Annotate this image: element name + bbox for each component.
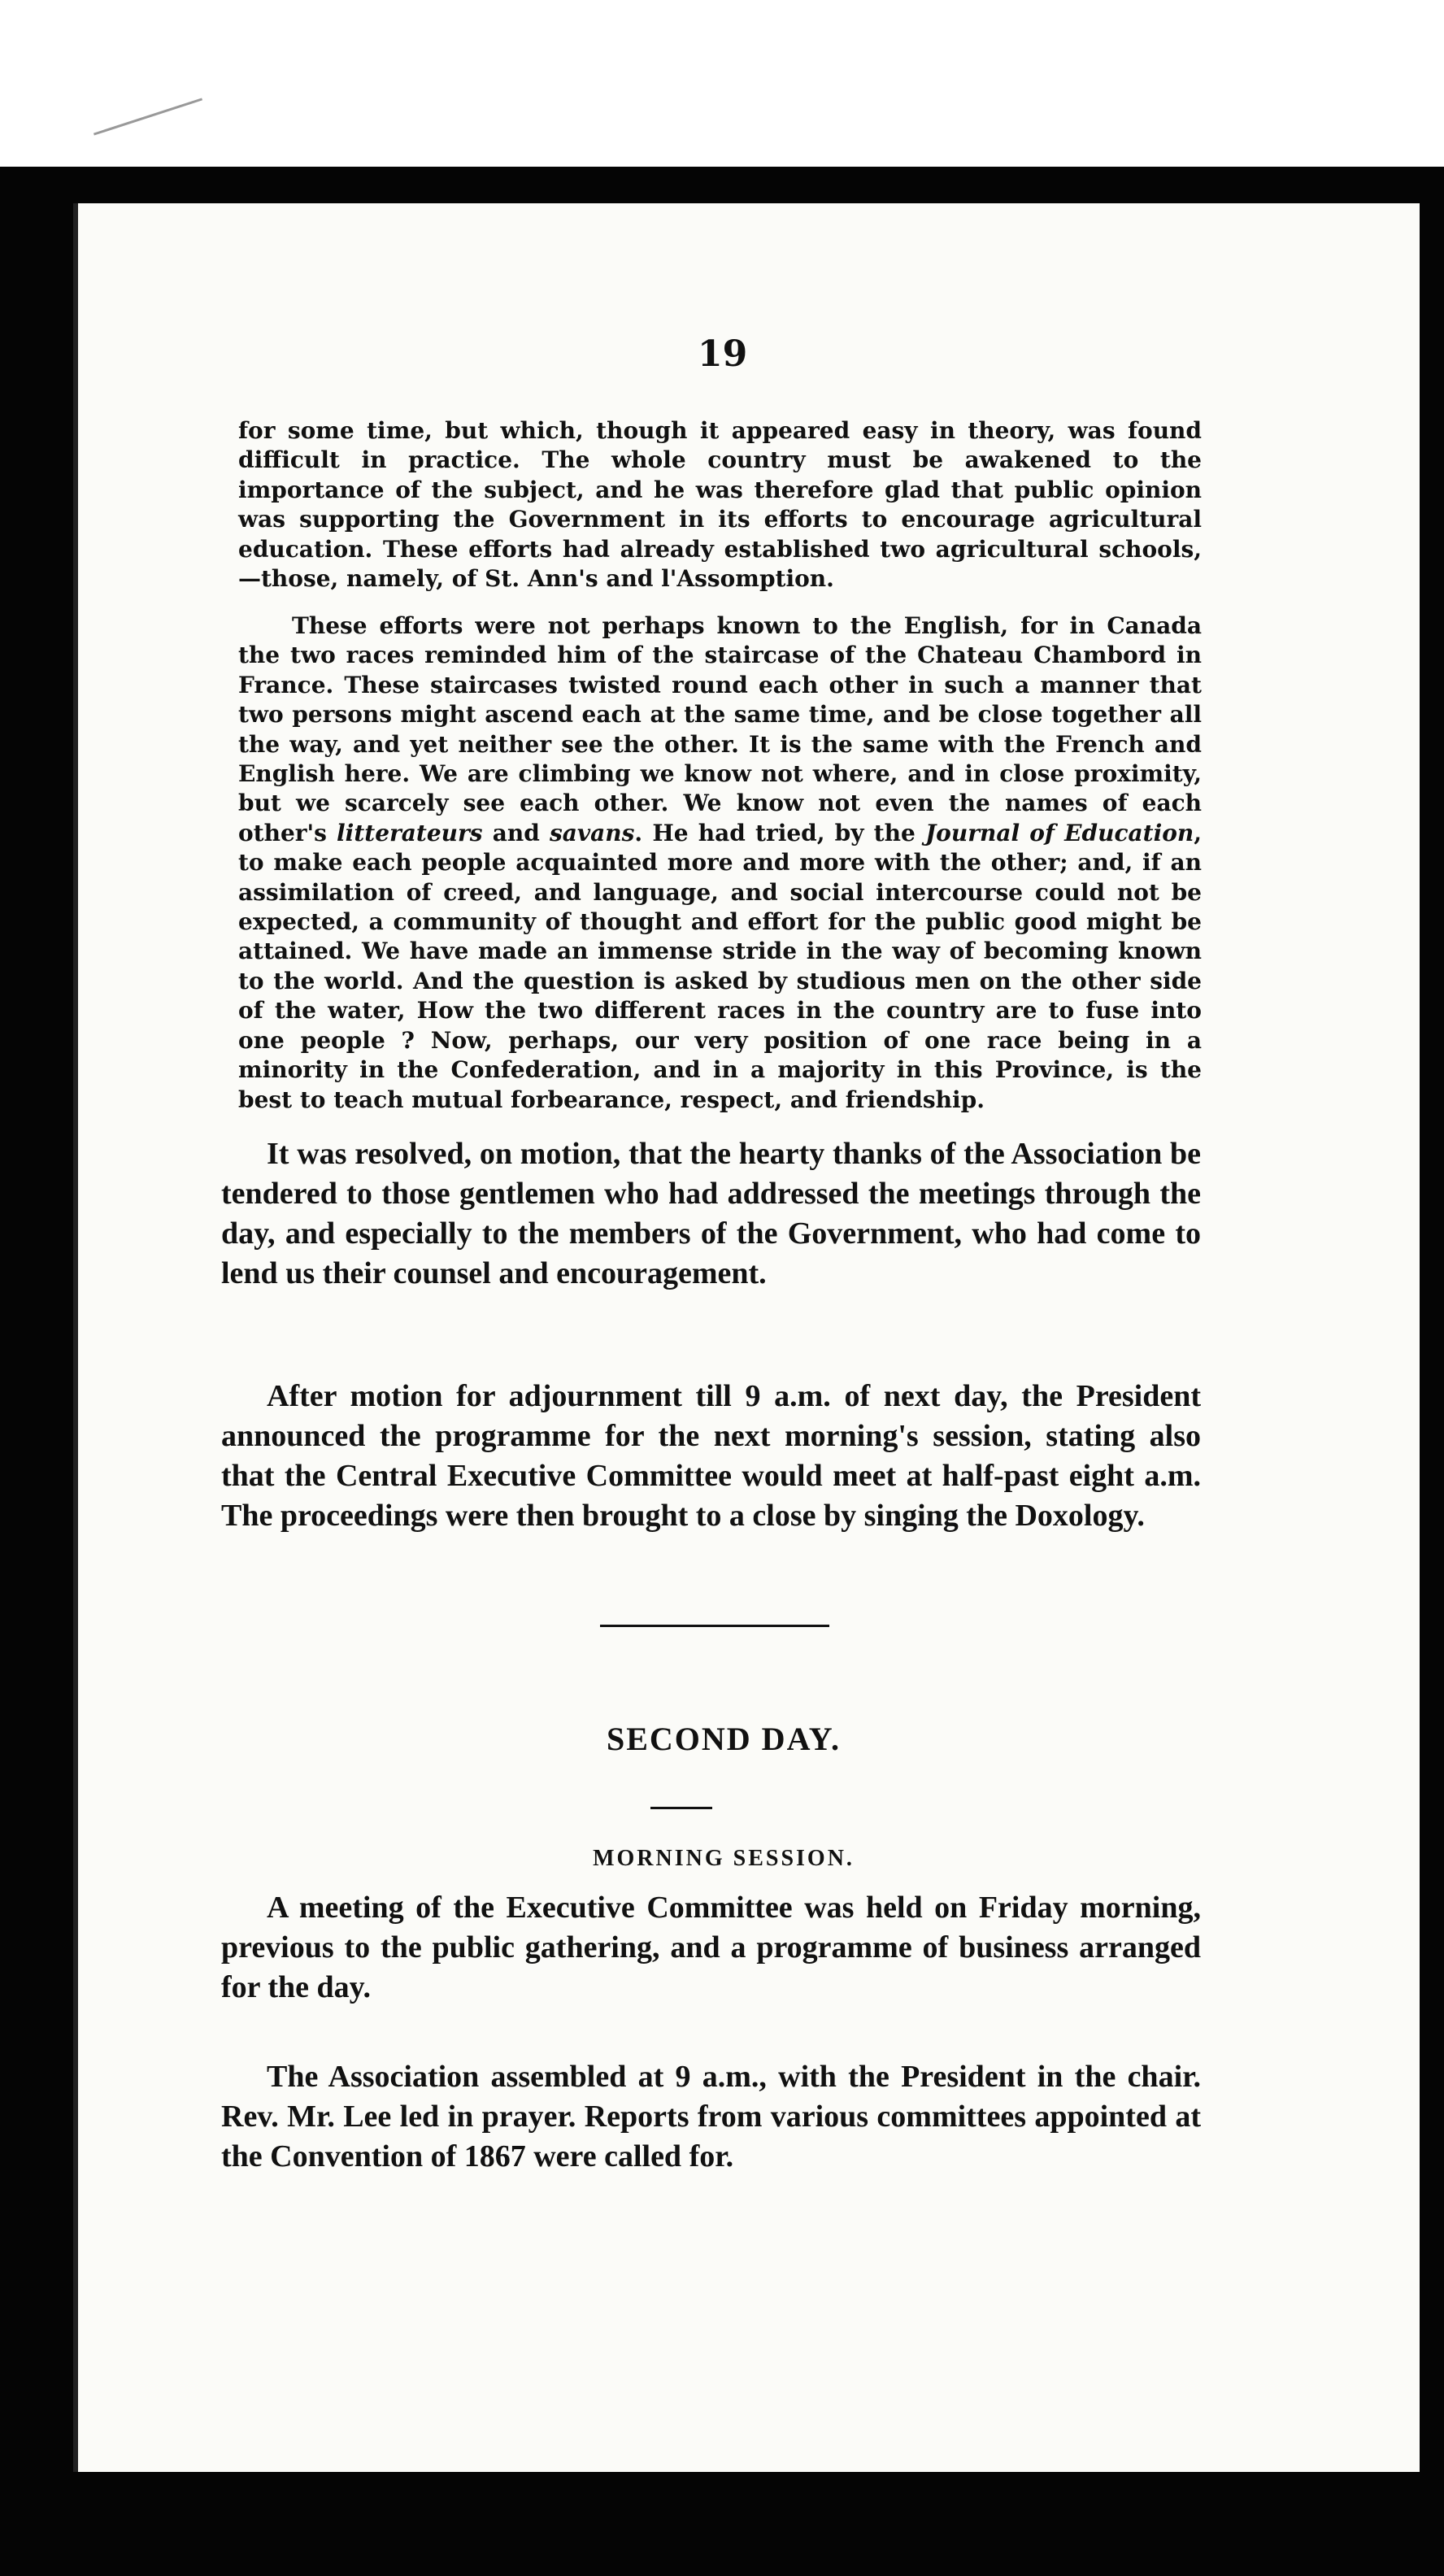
p2-italic-journal: Journal of Education [924,819,1194,846]
top-margin [0,0,1444,167]
p2-text-c: . He had tried, by the [634,819,925,846]
paragraph-association-assembled: The Association assembled at 9 a.m., with the President in the chair. Rev. Mr. Lee led in prayer. Reports from various committees appointed at the Convention of 1867 were called for. [221,2060,1201,2174]
paragraph-staircase [238,611,1202,1115]
paragraph-executive-meeting: A meeting of the Executive Committee was held on Friday morning, previous to the public gathering, and a programme of business arranged for the day. [221,1891,1201,2004]
paragraph-resolution: It was resolved, on motion, that the hearty thanks of the Association be tendered to those gentlemen who had addressed the meetings through the day, and especially to the members of the Government, who had come to lend us their counsel and encouragement. [221,1137,1201,1290]
section-divider [600,1625,829,1627]
p2-italic-litterateurs: litterateurs [337,819,483,846]
page-number: 19 [698,333,748,375]
p2-text-d: , to make each people acquainted more and more with the other; and, if an assimilation of creed, and language, and social intercourse could not be expected, a community of thought and effort for the public good might be attained. We have made an immense stride in the way of becoming known to the world. And the question is asked by studious men on the other side of the water, How the two different races in the country are to fuse into one people ? Now, perhaps, our very position of one race being in a minority in the Confederation, and in a majority in this Province, is the best to teach mutual forbearance, respect, and friendship. [238,819,1202,1113]
section-heading: SECOND DAY. [606,1721,841,1757]
p2-text-a: These efforts were not perhaps known to the English, for in Canada the two races reminded him of the staircase of the Chateau Chambord in France. These staircases twisted round each other in such a manner that two persons might ascend each at the same time, and be close together all the way, and yet neither see the other. It is the same with the French and English here. We are climbing we know not where, and in close proximity, but we scarcely see each other. We know not even the names of each other's [238,612,1202,846]
p2-italic-savans: savans [549,819,635,846]
section-subheading: MORNING SESSION. [593,1846,855,1871]
heading-divider [650,1807,712,1809]
paragraph-continuation: for some time, but which, though it appeared easy in theory, was found difficult in practice. The whole country must be awakened to the importance of the subject, and he was therefore glad that public opinion was supporting the Government in its efforts to encourage agricultural education. These efforts had already established two agricultural schools,—those, namely, of St. Ann's and l'Assomption. [238,417,1202,593]
p2-text-b: and [482,819,550,846]
paragraph-adjournment: After motion for adjournment till 9 a.m. of next day, the President announced the programme for the next morning's session, stating also that the Central Executive Committee would meet at half-past eight a.m. The proceedings were then brought to a close by singing the Doxology. [221,1379,1201,1533]
